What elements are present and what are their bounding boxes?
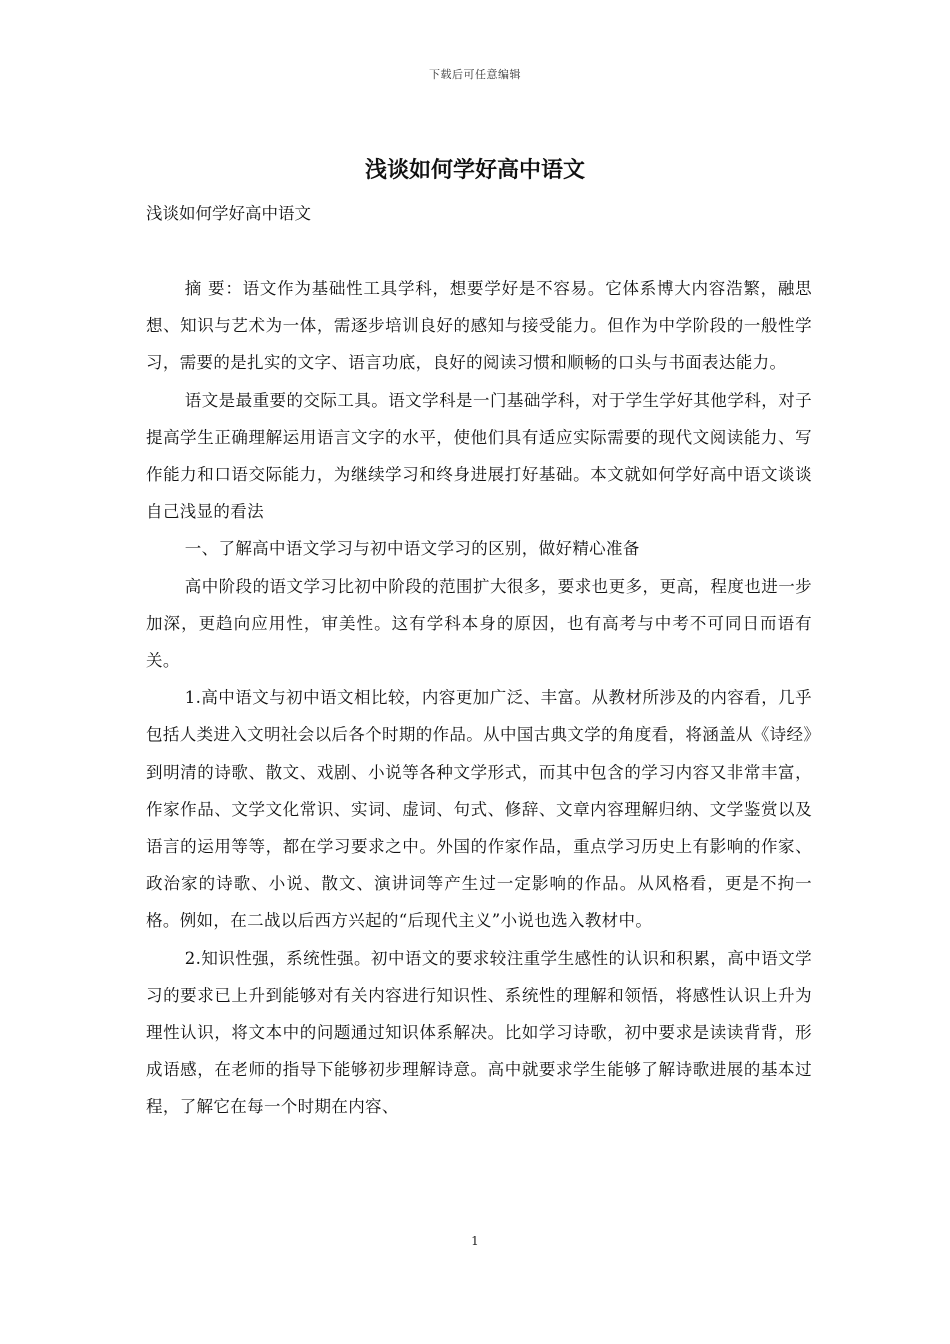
body-paragraph: 2.知识性强，系统性强。初中语文的要求较注重学生感性的认识和积累，高中语文学习的要求已上升到能够对有关内容进行知识性、系统性的理解和领悟，将感性认识上升为理性认识，将文本中的问题通过知识体系解决。比如学习诗歌，初中要求是读读背背，形成语感，在老师的指导下能够初步理解诗意。高中就要求学生能够了解诗歌进展的基本过程，了解它在每一个时期在内容、 <box>146 948 812 1117</box>
document-body <box>146 270 812 1126</box>
document-title: 浅谈如何学好高中语文 <box>364 157 585 183</box>
body-paragraph: 高中阶段的语文学习比初中阶段的范围扩大很多，要求也更多，更高，程度也进一步加深，更趋向应用性，审美性。这有学科本身的原因，也有高考与中考不可同日而语有关。 <box>146 576 812 671</box>
section-heading-1: 一、了解高中语文学习与初中语文学习的区别，做好精心准备 <box>184 539 640 559</box>
body-paragraph: 1.高中语文与初中语文相比较，内容更加广泛、丰富。从教材所涉及的内容看，几乎包括人类进入文明社会以后各个时期的作品。从中国古典文学的角度看，将涵盖从《诗经》到明清的诗歌、散文、戏剧、小说等各种文学形式，而其中包含的学习内容又非常丰富，作家作品、文学文化常识、实词、虚词、句式、修辞、文章内容理解归纳、文学鉴赏以及语言的运用等等，都在学习要求之中。外国的作家作品，重点学习历史上有影响的作家、政治家的诗歌、小说、散文、演讲词等产生过一定影响的作品。从风格看，更是不拘一格。例如，在二战以后西方兴起的“后现代主义”小说也选入教材中。 <box>146 688 812 931</box>
page-number: 1 <box>471 1234 479 1248</box>
page-header: 下载后可任意编辑 <box>429 68 521 81</box>
intro-paragraph: 语文是最重要的交际工具。语文学科是一门基础学科，对于学生学好其他学科，对子提高学生正确理解运用语言文字的水平，使他们具有适应实际需要的现代文阅读能力、写作能力和口语交际能力，为继续学习和终身进展打好基础。本文就如何学好高中语文谈谈自己浅显的看法 <box>146 390 812 522</box>
abstract-paragraph: 摘 要：语文作为基础性工具学科，想要学好是不容易。它体系博大内容浩繁，融思想、知识与艺术为一体，需逐步培训良好的感知与接受能力。但作为中学阶段的一般性学习，需要的是扎实的文字、语言功底，良好的阅读习惯和顺畅的口头与书面表达能力。 <box>146 279 812 373</box>
document-subtitle: 浅谈如何学好高中语文 <box>146 204 311 223</box>
